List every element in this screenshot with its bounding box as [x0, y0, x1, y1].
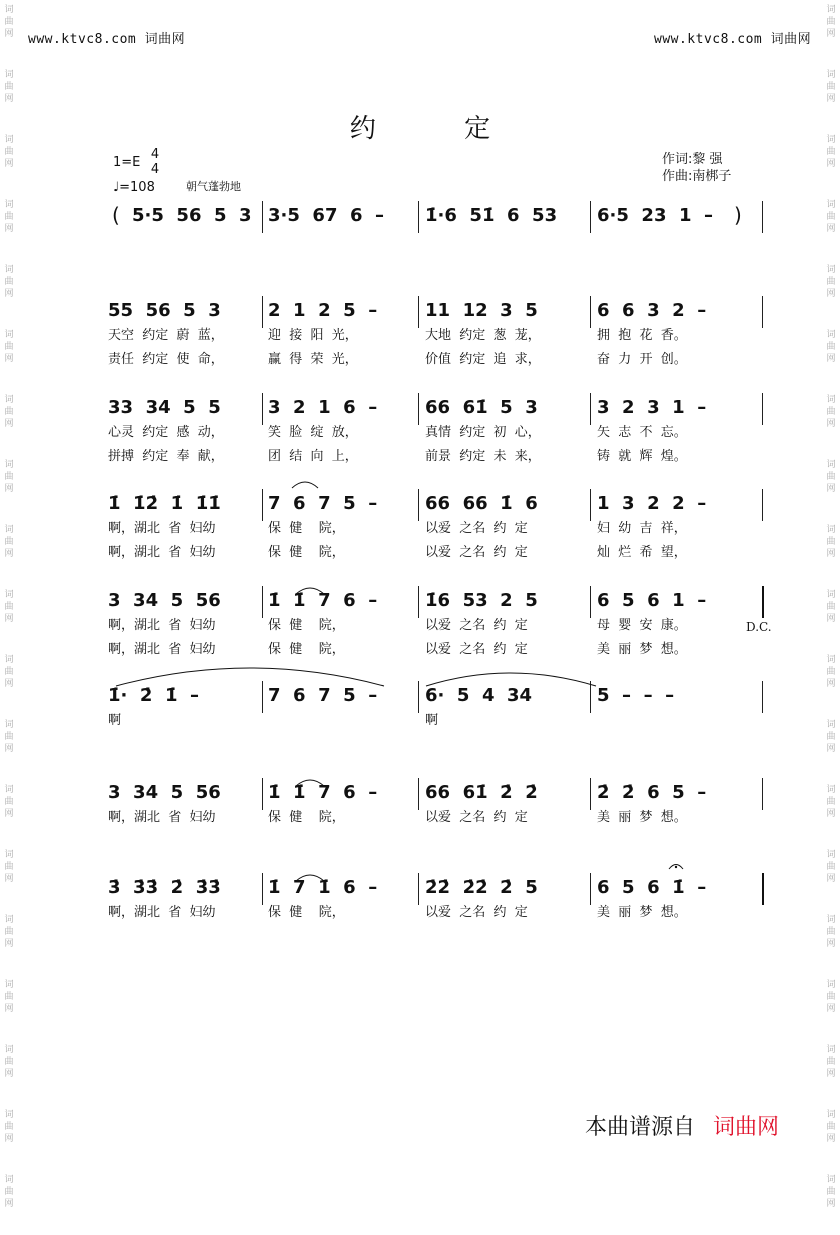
watermark-text: 词 曲 网 — [4, 135, 14, 169]
watermark-text: 词 曲 网 — [826, 980, 836, 1014]
watermark-text: 词 曲 网 — [4, 265, 14, 299]
key-signature: 1=E — [113, 155, 141, 170]
watermark-text: 词 曲 网 — [826, 1045, 836, 1079]
lyric-line: 责任 约定 使 命， — [108, 352, 224, 367]
lyric-line: 啊，湖北 省 妇幼 — [108, 905, 216, 920]
measure-notes: 3 2 1 6 – — [268, 397, 378, 418]
watermark-text: 词 曲 网 — [826, 915, 836, 949]
watermark-text: 词 曲 网 — [4, 1110, 14, 1144]
watermark-text: 词 曲 网 — [4, 70, 14, 104]
lyric-line: 美 丽 梦 想。 — [597, 642, 687, 657]
slur-arc — [296, 875, 324, 881]
watermark-text: 词 曲 网 — [826, 525, 836, 559]
tie-arc — [116, 668, 384, 686]
lyric-line: 拼搏 约定 奉 献， — [108, 449, 224, 464]
measure-notes: 7 6 7 5 – — [268, 685, 378, 706]
lyric-line: 矢 志 不 忘。 — [597, 425, 687, 440]
watermark-text: 词 曲 网 — [4, 980, 14, 1014]
measure-notes: 3 34 5 56 — [108, 590, 221, 611]
lyric-line: 美 丽 梦 想。 — [597, 810, 687, 825]
watermark-text: 词 曲 网 — [4, 5, 14, 39]
watermark-text: 词 曲 网 — [826, 5, 836, 39]
slur-arc — [292, 482, 318, 488]
lyric-line: 价值 约定 追 求， — [425, 352, 541, 367]
time-bottom: 4 — [150, 162, 160, 177]
lyric-line: 啊，湖北 省 妇幼 — [108, 618, 216, 633]
repeat-paren-open: ( — [112, 203, 120, 227]
lyric-line: 真情 约定 初 心， — [425, 425, 541, 440]
measure-notes: 6·5 23 1 – — [597, 205, 714, 226]
measure-notes: 5 – – – — [597, 685, 675, 706]
lyric-line: 保 健 院， — [268, 905, 345, 920]
watermark-text: 词 曲 网 — [4, 525, 14, 559]
measure-notes: 66 66 1̇ 6 — [425, 493, 538, 514]
watermark-text: 词 曲 网 — [4, 330, 14, 364]
measure-notes: 1̇ 1̇2̇ 1̇ 1̇1̇ — [108, 493, 221, 514]
lyric-line: 团 结 向 上， — [268, 449, 358, 464]
lyric-line: 奋 力 开 创。 — [597, 352, 687, 367]
repeat-paren-close: ) — [734, 203, 742, 227]
watermark-text: 词 曲 网 — [826, 135, 836, 169]
watermark-text: 词 曲 网 — [4, 850, 14, 884]
measure-notes: 66 61̇ 5 3 — [425, 397, 538, 418]
lyric-line: 保 健 院， — [268, 810, 345, 825]
watermark-text: 词 曲 网 — [4, 460, 14, 494]
lyric-line: 啊 — [425, 713, 439, 728]
mood-marking: 朝气蓬勃地 — [186, 180, 241, 193]
watermark-text: 词 曲 网 — [4, 200, 14, 234]
lyric-line: 保 健 院， — [268, 545, 345, 560]
tie-arc — [426, 673, 596, 686]
lyric-line: 美 丽 梦 想。 — [597, 905, 687, 920]
measure-notes: 3̇ 3̇3̇ 2̇ 3̇3̇ — [108, 877, 221, 898]
measure-notes: 6 5 6 1 – — [597, 590, 707, 611]
watermark-text: 词 曲 网 — [4, 785, 14, 819]
lyric-line: 以爱 之名 约 定 — [425, 545, 528, 560]
watermark-text: 词 曲 网 — [826, 265, 836, 299]
measure-notes: 6 6 3 2 – — [597, 300, 707, 321]
watermark-text: 词 曲 网 — [4, 395, 14, 429]
lyric-line: 保 健 院， — [268, 618, 345, 633]
lyric-line: 以爱 之名 约 定 — [425, 905, 528, 920]
watermark-text: 词 曲 网 — [4, 1045, 14, 1079]
footer-brand[interactable]: 词曲网 — [713, 1115, 780, 1140]
lyric-line: 啊，湖北 省 妇幼 — [108, 642, 216, 657]
watermark-text: 词 曲 网 — [4, 1175, 14, 1209]
measure-notes: 1̇ 1̇ 7 6 – — [268, 782, 378, 803]
measure-notes: 6· 5 4 34 — [425, 685, 533, 706]
measure-notes: 55 56 5 3 — [108, 300, 221, 321]
lyricist-credit: 作词:黎 强 — [662, 152, 723, 167]
measure-notes: 6 5 6 1̇ – — [597, 877, 707, 898]
slur-arc — [296, 780, 324, 786]
watermark-text: 词 曲 网 — [826, 460, 836, 494]
lyric-line: 以爱 之名 约 定 — [425, 810, 528, 825]
quarter-note-icon: ♩ — [113, 180, 120, 195]
measure-notes: 1̇·6 51̇ 6 53 — [425, 205, 558, 226]
source-footer — [585, 1110, 779, 1141]
measure-notes: 3·5 67 6 – — [268, 205, 385, 226]
lyric-line: 以爱 之名 约 定 — [425, 618, 528, 633]
lyric-line: 心灵 约定 感 动， — [108, 425, 224, 440]
lyric-line: 妇 幼 吉 祥， — [597, 521, 687, 536]
measure-notes: 3 2 3 1 – — [597, 397, 707, 418]
lyric-line: 啊，湖北 省 妇幼 — [108, 521, 216, 536]
lyric-line: 拥 抱 花 香。 — [597, 328, 687, 343]
watermark-text: 词 曲 网 — [4, 655, 14, 689]
measure-notes: 11 12 3 5 — [425, 300, 538, 321]
lyric-line: 大地 约定 葱 茏， — [425, 328, 541, 343]
measure-notes: 1̇ 1̇ 7 6 – — [268, 590, 378, 611]
measure-notes: 7 6 7 5 – — [268, 493, 378, 514]
measure-notes: 66 61̇ 2̇ 2̇ — [425, 782, 538, 803]
measure-notes: 3 34 5 56 — [108, 782, 221, 803]
watermark-text: 词 曲 网 — [826, 850, 836, 884]
site-header-left: www.ktvc8.com 词曲网 — [28, 32, 186, 47]
measure-notes: 1̇· 2̇ 1̇ – — [108, 685, 200, 706]
lyric-line: 灿 烂 希 望， — [597, 545, 687, 560]
lyric-line: 以爱 之名 约 定 — [425, 642, 528, 657]
site-header-right: www.ktvc8.com 词曲网 — [654, 32, 812, 47]
measure-notes: 33 34 5 5 — [108, 397, 221, 418]
measure-notes: 1̇6 53 2 5 — [425, 590, 538, 611]
dc-marking: D.C. — [746, 620, 772, 634]
watermark-text: 词 曲 网 — [826, 1110, 836, 1144]
lyric-line: 啊，湖北 省 妇幼 — [108, 810, 216, 825]
watermark-text: 词 曲 网 — [4, 720, 14, 754]
slur-arc — [296, 588, 324, 594]
watermark-text: 词 曲 网 — [826, 785, 836, 819]
lyric-line: 保 健 院， — [268, 521, 345, 536]
measure-notes: 2̇ 2̇ 6 5 – — [597, 782, 707, 803]
lyric-line: 保 健 院， — [268, 642, 345, 657]
measure-notes: 2 1 2 5 – — [268, 300, 378, 321]
lyric-line: 母 婴 安 康。 — [597, 618, 687, 633]
measure-notes: 2̇2̇ 2̇2̇ 2̇ 5 — [425, 877, 538, 898]
tempo-value: =108 — [119, 180, 155, 195]
watermark-text: 词 曲 网 — [826, 395, 836, 429]
lyric-line: 啊 — [108, 713, 122, 728]
measure-notes: 1 3 2 2 – — [597, 493, 707, 514]
watermark-text: 词 曲 网 — [826, 1175, 836, 1209]
watermark-text: 词 曲 网 — [826, 655, 836, 689]
lyric-line: 赢 得 荣 光， — [268, 352, 358, 367]
lyric-line: 啊，湖北 省 妇幼 — [108, 545, 216, 560]
lyric-line: 天空 约定 蔚 蓝， — [108, 328, 224, 343]
time-top: 4 — [150, 147, 160, 162]
lyric-line: 以爱 之名 约 定 — [425, 521, 528, 536]
watermark-text: 词 曲 网 — [826, 330, 836, 364]
measure-notes: 1̇ 7 1̇ 6 – — [268, 877, 378, 898]
composer-credit: 作曲:南梆子 — [662, 169, 732, 184]
watermark-text: 词 曲 网 — [826, 590, 836, 624]
song-title: 约 定 — [349, 114, 531, 144]
fermata-dot — [675, 866, 677, 868]
lyric-line: 笑 脸 绽 放， — [268, 425, 358, 440]
watermark-text: 词 曲 网 — [826, 70, 836, 104]
watermark-text: 词 曲 网 — [4, 915, 14, 949]
lyric-line: 铸 就 辉 煌。 — [597, 449, 687, 464]
watermark-text: 词 曲 网 — [826, 720, 836, 754]
footer-label: 本曲谱源自 — [585, 1115, 696, 1140]
lyric-line: 迎 接 阳 光， — [268, 328, 358, 343]
lyric-line: 前景 约定 未 来， — [425, 449, 541, 464]
watermark-text: 词 曲 网 — [4, 590, 14, 624]
measure-notes: 5·5 56 5 3 — [132, 205, 252, 226]
watermark-text: 词 曲 网 — [826, 200, 836, 234]
